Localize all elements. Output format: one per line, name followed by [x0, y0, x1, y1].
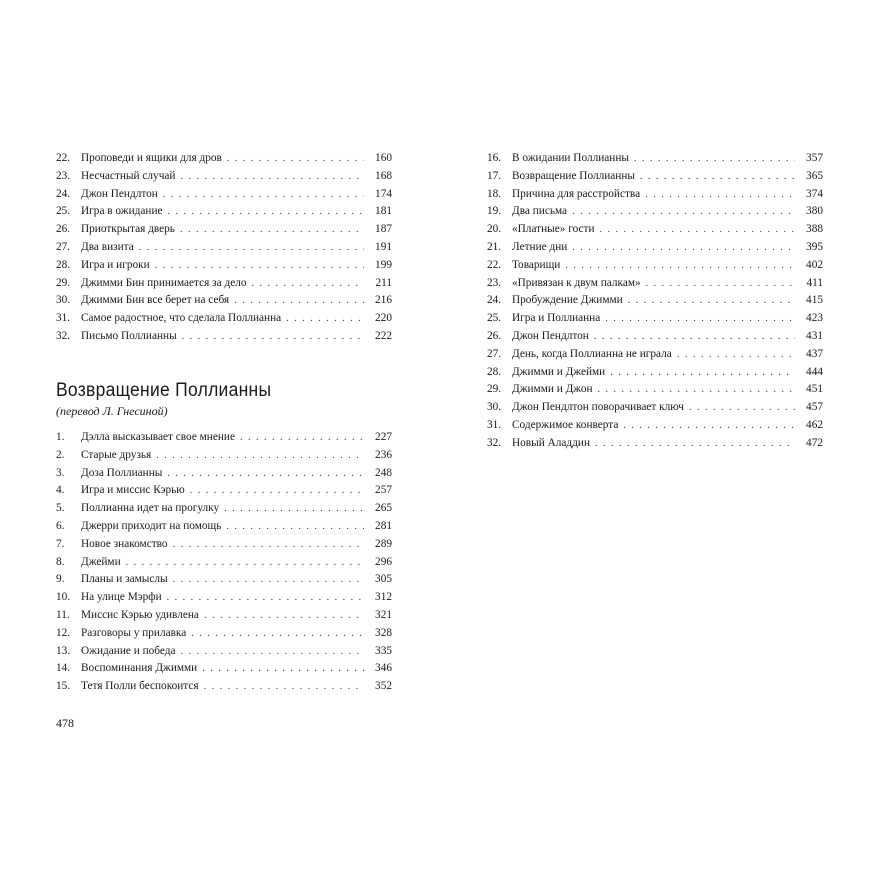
toc-entry	[56, 310, 392, 328]
toc-entry-number: 23.	[56, 169, 71, 182]
toc-entry-number: 7.	[56, 537, 65, 550]
toc-entry-number: 21.	[487, 240, 502, 253]
toc-entry-title: Миссис Кэрью удивлена	[81, 608, 199, 621]
toc-entry-number: 3.	[56, 466, 65, 479]
toc-leader-dots	[286, 310, 364, 328]
section-heading: Возвращение Поллианны	[56, 380, 272, 401]
toc-entry-page: 457	[806, 401, 823, 414]
toc-leader-dots	[600, 221, 795, 239]
toc-entry-title: Джон Пендлтон поворачивает ключ	[512, 401, 684, 414]
toc-entry	[56, 518, 392, 536]
toc-left-top	[56, 150, 392, 346]
toc-entry-page: 451	[806, 383, 823, 396]
toc-entry	[56, 643, 392, 661]
toc-entry-title: Джимми и Джон	[512, 383, 593, 396]
toc-leader-dots	[173, 571, 364, 589]
toc-entry-page: 365	[806, 169, 823, 182]
toc-leader-dots	[191, 625, 364, 643]
toc-leader-dots	[156, 447, 364, 465]
toc-entry-page: 296	[375, 555, 392, 568]
toc-entry-page: 312	[375, 591, 392, 604]
toc-entry-page: 174	[375, 187, 392, 200]
toc-entry-title: Возвращение Поллианны	[512, 169, 635, 182]
toc-entry-title: На улице Мэрфи	[81, 591, 162, 604]
toc-entry-number: 24.	[487, 294, 502, 307]
toc-entry	[487, 310, 823, 328]
toc-entry	[487, 364, 823, 382]
toc-entry	[487, 275, 823, 293]
toc-entry-number: 31.	[487, 418, 502, 431]
toc-entry	[487, 239, 823, 257]
toc-entry	[487, 328, 823, 346]
toc-entry-title: Джон Пендлтон	[512, 329, 589, 342]
toc-leader-dots	[628, 292, 795, 310]
toc-entry-page: 328	[375, 626, 392, 639]
toc-entry	[56, 500, 392, 518]
toc-entry	[56, 292, 392, 310]
toc-entry-page: 402	[806, 258, 823, 271]
toc-entry-title: Джимми Бин все берет на себя	[81, 294, 230, 307]
toc-entry-page: 472	[806, 436, 823, 449]
toc-entry-page: 281	[375, 519, 392, 532]
section-subtitle: (перевод Л. Гнесиной)	[56, 404, 168, 418]
toc-entry-page: 168	[375, 169, 392, 182]
toc-leader-dots	[139, 239, 364, 257]
toc-entry-title: Джерри приходит на помощь	[81, 519, 222, 532]
toc-entry-page: 227	[375, 431, 392, 443]
toc-leader-dots	[204, 678, 364, 696]
toc-entry-title: Поллианна идет на прогулку	[81, 502, 220, 515]
toc-entry-number: 5.	[56, 502, 65, 515]
toc-entry-number: 4.	[56, 484, 65, 497]
toc-leader-dots	[689, 399, 795, 417]
toc-entry-number: 11.	[56, 608, 70, 621]
toc-entry-page: 437	[806, 347, 823, 360]
toc-entry-title: Новое знакомство	[81, 537, 168, 550]
toc-list-left-bottom	[56, 429, 392, 696]
toc-entry-number: 10.	[56, 591, 71, 604]
toc-leader-dots	[572, 203, 795, 221]
toc-entry-title: Содержимое конверта	[512, 418, 619, 431]
toc-entry-title: Разговоры у прилавка	[81, 626, 187, 639]
toc-entry-page: 191	[375, 240, 392, 253]
toc-leader-dots	[126, 554, 364, 572]
toc-entry-page: 199	[375, 258, 392, 271]
toc-entry-title: Старые друзья	[81, 448, 152, 461]
toc-entry-page: 431	[806, 329, 823, 342]
toc-entry	[56, 239, 392, 257]
toc-entry	[487, 186, 823, 204]
toc-entry-page: 222	[375, 329, 392, 342]
toc-right	[487, 150, 823, 453]
toc-entry-title: Два письма	[512, 205, 568, 218]
toc-entry-title: Игра и Поллианна	[512, 312, 601, 325]
toc-entry-title: Джимми Бин принимается за дело	[81, 276, 247, 289]
toc-entry-page: 380	[806, 205, 823, 218]
toc-entry-title: Новый Аладдин	[512, 436, 590, 449]
toc-entry	[487, 381, 823, 399]
toc-leader-dots	[226, 518, 364, 536]
toc-entry-title: В ожидании Поллианны	[512, 152, 629, 164]
toc-entry	[56, 328, 392, 346]
toc-entry	[487, 203, 823, 221]
toc-entry-number: 32.	[487, 436, 502, 449]
toc-leader-dots	[163, 186, 364, 204]
toc-entry-page: 236	[375, 448, 392, 461]
toc-entry	[56, 168, 392, 186]
toc-entry-title: Планы и замыслы	[81, 573, 168, 586]
toc-entry	[487, 435, 823, 453]
toc-entry-number: 17.	[487, 169, 502, 182]
toc-entry-number: 15.	[56, 680, 71, 693]
toc-leader-dots	[605, 310, 795, 328]
toc-entry	[487, 399, 823, 417]
toc-entry-title: Игра и игроки	[81, 258, 150, 271]
toc-entry-number: 29.	[56, 276, 71, 289]
toc-leader-dots	[224, 500, 364, 518]
toc-entry-page: 216	[375, 294, 392, 307]
toc-entry-page: 248	[375, 466, 392, 479]
toc-entry-number: 30.	[487, 401, 502, 414]
toc-entry-page: 415	[806, 294, 823, 307]
toc-leader-dots	[645, 186, 795, 204]
toc-entry-page: 374	[806, 187, 823, 200]
toc-entry-number: 23.	[487, 276, 502, 289]
toc-entry-title: Самое радостное, что сделала Поллианна	[81, 312, 282, 325]
toc-entry-title: «Привязан к двум палкам»	[512, 276, 641, 289]
toc-entry-title: Воспоминания Джимми	[81, 662, 198, 675]
toc-entry-number: 16.	[487, 152, 502, 164]
toc-entry	[56, 275, 392, 293]
toc-entry-page: 388	[806, 223, 823, 236]
toc-entry-number: 18.	[487, 187, 502, 200]
toc-entry-title: Джейми	[81, 555, 121, 568]
toc-entry-number: 14.	[56, 662, 71, 675]
toc-entry	[56, 660, 392, 678]
toc-entry-page: 187	[375, 223, 392, 236]
toc-entry-number: 22.	[487, 258, 502, 271]
toc-entry	[56, 678, 392, 696]
toc-entry-page: 444	[806, 365, 823, 378]
toc-entry-title: Игра и миссис Кэрью	[81, 484, 185, 497]
toc-entry	[487, 221, 823, 239]
toc-entry-title: «Платные» гости	[512, 223, 595, 236]
toc-leader-dots	[180, 221, 364, 239]
toc-entry-page: 220	[375, 312, 392, 325]
toc-entry-title: Два визита	[81, 240, 134, 253]
toc-entry-number: 25.	[487, 312, 502, 325]
toc-entry	[56, 554, 392, 572]
toc-leader-dots	[173, 536, 364, 554]
toc-entry-number: 12.	[56, 626, 71, 639]
toc-entry-title: Несчастный случай	[81, 169, 176, 182]
toc-list-right	[487, 150, 823, 453]
toc-entry-title: Причина для расстройства	[512, 187, 641, 200]
toc-entry-title: Игра в ожидание	[81, 205, 163, 218]
toc-entry-title: Джимми и Джейми	[512, 365, 606, 378]
toc-entry-page: 289	[375, 537, 392, 550]
toc-entry	[487, 346, 823, 364]
toc-entry-number: 2.	[56, 448, 65, 461]
toc-entry-number: 13.	[56, 644, 71, 657]
toc-leader-dots	[252, 275, 364, 293]
toc-leader-dots	[202, 660, 364, 678]
toc-leader-dots	[190, 482, 364, 500]
toc-entry	[487, 292, 823, 310]
toc-entry	[56, 150, 392, 168]
toc-leader-dots	[623, 417, 795, 435]
toc-entry	[487, 257, 823, 275]
toc-entry-number: 25.	[56, 205, 71, 218]
toc-entry-page: 335	[375, 644, 392, 657]
toc-leader-dots	[610, 364, 795, 382]
toc-entry	[56, 465, 392, 483]
toc-entry-page: 352	[375, 680, 392, 693]
toc-entry-title: Проповеди и ящики для дров	[81, 152, 222, 164]
toc-leader-dots	[167, 589, 364, 607]
toc-entry-title: Товарищи	[512, 258, 561, 271]
toc-entry-page: 357	[806, 152, 823, 164]
toc-entry-number: 29.	[487, 383, 502, 396]
toc-entry	[487, 417, 823, 435]
toc-entry-title: Летние дни	[512, 240, 568, 253]
toc-entry-number: 24.	[56, 187, 71, 200]
toc-leader-dots	[572, 239, 795, 257]
toc-entry	[56, 625, 392, 643]
toc-entry	[487, 150, 823, 168]
toc-leader-dots	[598, 381, 795, 399]
toc-entry-page: 160	[375, 152, 392, 164]
toc-entry-page: 346	[375, 662, 392, 675]
toc-entry-number: 27.	[56, 240, 71, 253]
toc-entry	[56, 607, 392, 625]
toc-leader-dots	[180, 168, 364, 186]
toc-entry-page: 257	[375, 484, 392, 497]
page-number: 478	[56, 716, 74, 730]
toc-leader-dots	[167, 465, 364, 483]
toc-leader-dots	[204, 607, 364, 625]
toc-entry-number: 28.	[487, 365, 502, 378]
toc-entry-number: 20.	[487, 223, 502, 236]
toc-leader-dots	[595, 435, 795, 453]
toc-entry-title: Доза Поллианны	[81, 466, 163, 479]
toc-entry-number: 32.	[56, 329, 71, 342]
toc-left-bottom	[56, 429, 392, 696]
toc-entry	[56, 482, 392, 500]
toc-entry	[487, 168, 823, 186]
toc-entry-page: 411	[806, 276, 823, 289]
toc-leader-dots	[640, 168, 795, 186]
toc-entry-number: 19.	[487, 205, 502, 218]
toc-entry-title: Джон Пендлтон	[81, 187, 158, 200]
toc-entry	[56, 589, 392, 607]
toc-leader-dots	[234, 292, 364, 310]
toc-entry-page: 211	[375, 276, 392, 289]
toc-entry-number: 27.	[487, 347, 502, 360]
toc-entry-number: 6.	[56, 519, 65, 532]
toc-entry-title: Ожидание и победа	[81, 644, 176, 657]
toc-leader-dots	[565, 257, 795, 275]
toc-entry-page: 305	[375, 573, 392, 586]
toc-entry	[56, 429, 392, 447]
toc-entry	[56, 186, 392, 204]
toc-entry-number: 22.	[56, 152, 71, 164]
toc-entry-number: 26.	[487, 329, 502, 342]
toc-entry-number: 26.	[56, 223, 71, 236]
toc-entry-number: 8.	[56, 555, 65, 568]
toc-entry-page: 395	[806, 240, 823, 253]
toc-entry-title: День, когда Поллианна не играла	[512, 347, 672, 360]
toc-entry-page: 462	[806, 418, 823, 431]
toc-entry-title: Пробуждение Джимми	[512, 294, 623, 307]
toc-entry-number: 31.	[56, 312, 71, 325]
toc-leader-dots	[240, 429, 364, 447]
toc-leader-dots	[227, 150, 364, 168]
toc-entry-page: 265	[375, 502, 392, 515]
toc-leader-dots	[677, 346, 795, 364]
toc-entry	[56, 447, 392, 465]
toc-entry-number: 9.	[56, 573, 65, 586]
toc-leader-dots	[181, 643, 365, 661]
toc-entry	[56, 257, 392, 275]
toc-leader-dots	[634, 150, 795, 168]
toc-entry-number: 30.	[56, 294, 71, 307]
toc-entry-number: 1.	[56, 431, 65, 443]
toc-entry-title: Дэлла высказывает свое мнение	[81, 431, 235, 443]
toc-entry	[56, 221, 392, 239]
toc-entry-number: 28.	[56, 258, 71, 271]
toc-leader-dots	[155, 257, 364, 275]
toc-leader-dots	[168, 203, 364, 221]
toc-leader-dots	[182, 328, 364, 346]
toc-entry-page: 181	[375, 205, 392, 218]
toc-entry	[56, 536, 392, 554]
toc-leader-dots	[594, 328, 795, 346]
toc-list-left-top	[56, 150, 392, 346]
toc-entry-page: 423	[806, 312, 823, 325]
toc-entry-title: Письмо Поллианны	[81, 329, 177, 342]
toc-entry-page: 321	[375, 608, 392, 621]
toc-leader-dots	[646, 275, 795, 293]
toc-entry-title: Приоткрытая дверь	[81, 223, 175, 236]
toc-entry	[56, 571, 392, 589]
toc-entry	[56, 203, 392, 221]
toc-entry-title: Тетя Полли беспокоится	[81, 680, 199, 693]
